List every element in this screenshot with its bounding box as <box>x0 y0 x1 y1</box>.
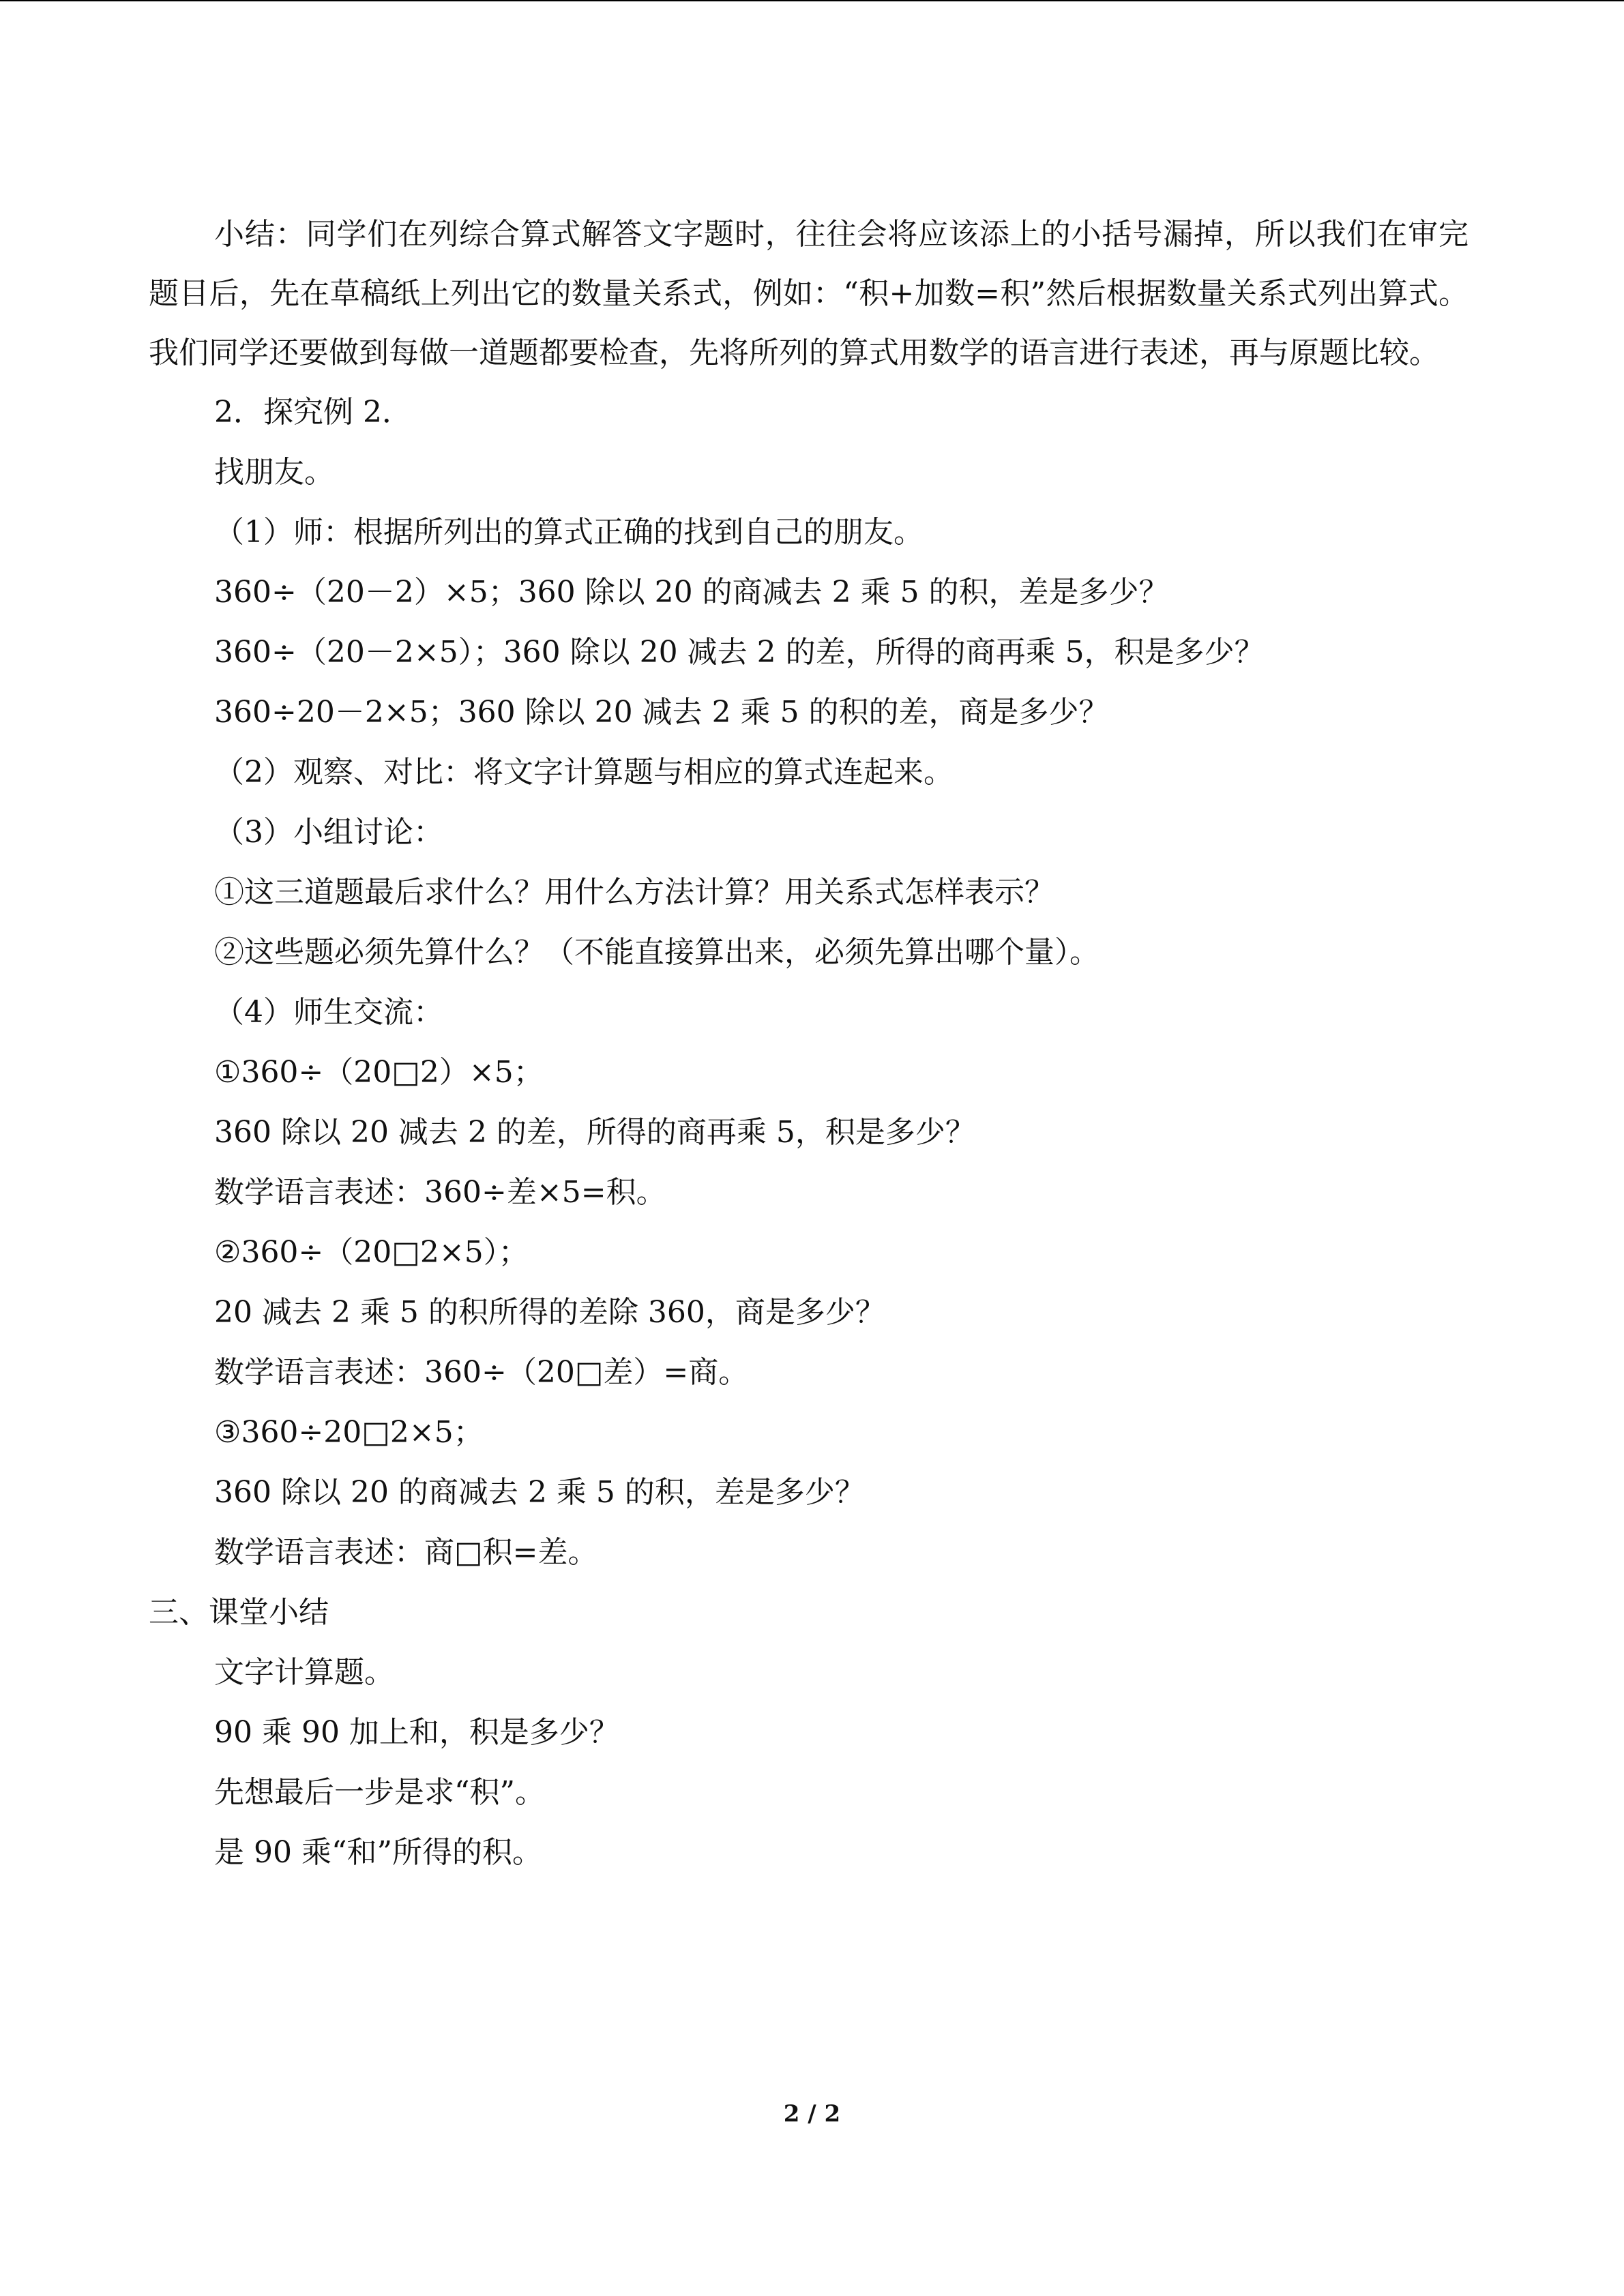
text-line: 360 除以 20 的商减去 2 乘 5 的积，差是多少？ <box>214 1475 865 1510</box>
text-line: 360 除以 20 减去 2 的差，所得的商再乘 5，积是多少？ <box>214 1115 975 1150</box>
text-line: 360÷（20－2×5）；360 除以 20 减去 2 的差，所得的商再乘 5，积是多少？ <box>214 635 1265 670</box>
text-line: 数学语言表述：360÷差×5=积。 <box>214 1175 666 1210</box>
closing-line: 90 乘 90 加上和，积是多少？ <box>214 1715 619 1750</box>
text-line: （1）师：根据所列出的算式正确的找到自己的朋友。 <box>214 515 924 550</box>
text-line: 20 减去 2 乘 5 的积所得的差除 360，商是多少？ <box>214 1295 885 1330</box>
text-line: ①360÷（20□2）×5； <box>214 1055 544 1090</box>
page-content <box>149 205 1468 1883</box>
closing-line: 是 90 乘“和”所得的积。 <box>214 1835 542 1870</box>
page-number: 2 / 2 <box>783 2100 841 2128</box>
text-line: 2．探究例 2． <box>214 395 412 430</box>
text-line: ③360÷20□2×5； <box>214 1415 484 1450</box>
text-line: 找朋友。 <box>214 455 334 490</box>
text-line: ②这些题必须先算什么？（不能直接算出来，必须先算出哪个量）。 <box>214 935 1099 970</box>
text-line: 360÷（20－2）×5；360 除以 20 的商减去 2 乘 5 的积，差是多少？ <box>214 575 1169 610</box>
text-line: 360÷20－2×5；360 除以 20 减去 2 乘 5 的积的差，商是多少？ <box>214 695 1109 730</box>
text-line: 数学语言表述：商□积=差。 <box>214 1535 598 1570</box>
closing-line: 先想最后一步是求“积”。 <box>214 1775 545 1810</box>
text-line: ①这三道题最后求什么？用什么方法计算？用关系式怎样表示？ <box>214 875 1054 910</box>
text-line: （3）小组讨论： <box>214 815 443 850</box>
top-border-rule <box>0 0 1624 1</box>
text-line: 数学语言表述：360÷（20□差）=商。 <box>214 1355 749 1390</box>
text-line: ②360÷（20□2×5）； <box>214 1235 529 1270</box>
summary-paragraph: 小结：同学们在列综合算式解答文字题时，往往会将应该添上的小括号漏掉，所以我们在审完题目后，先在草稿纸上列出它的数量关系式，例如：“积+加数=积”然后根据数量关系式列出算式。我们同学还要做到每做一道题都要检查，先将所列的算式用数学的语言进行表述，再与原题比较。 <box>149 217 1468 370</box>
section-heading: 三、课堂小结 <box>149 1595 329 1630</box>
text-line: （4）师生交流： <box>214 995 443 1030</box>
text-line: （2）观察、对比：将文字计算题与相应的算式连起来。 <box>214 755 954 790</box>
closing-line: 文字计算题。 <box>214 1655 394 1690</box>
